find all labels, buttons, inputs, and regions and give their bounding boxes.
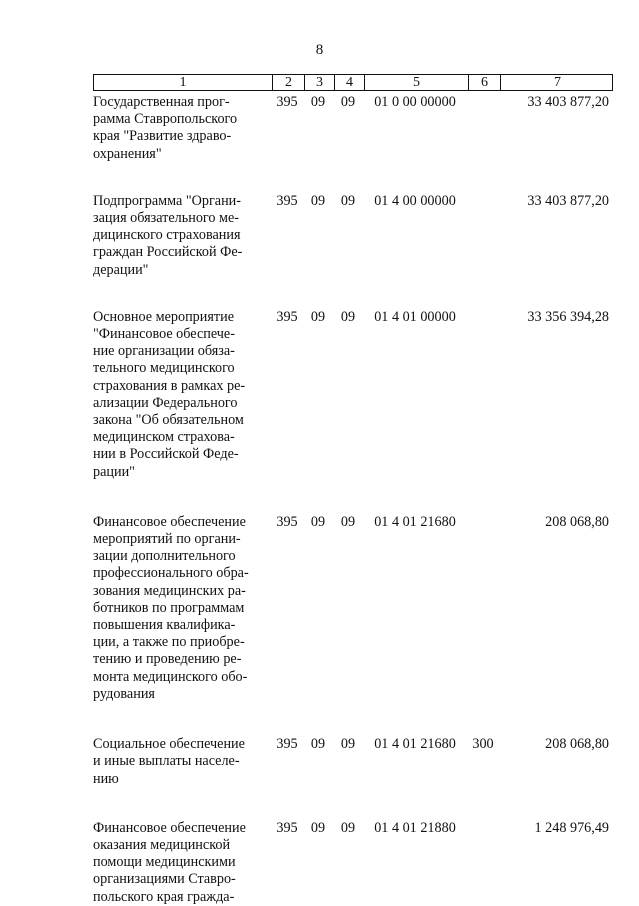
amount: 208 068,80 bbox=[545, 736, 609, 753]
item-name bbox=[93, 94, 271, 163]
item-name-line: оказания медицинской bbox=[93, 836, 231, 853]
item-name-line: нию bbox=[93, 770, 119, 787]
amount: 208 068,80 bbox=[545, 513, 609, 530]
item-name-line: организациями Ставро- bbox=[93, 871, 236, 888]
expense-type-code bbox=[467, 820, 499, 906]
column-header: 1 bbox=[179, 75, 187, 90]
item-name-line: "Финансовое обеспече- bbox=[93, 326, 235, 343]
subsection-code: 09 bbox=[340, 94, 356, 110]
item-name-line: Социальное обеспечение bbox=[93, 736, 245, 753]
section-code: 09 bbox=[310, 819, 326, 836]
subsection-code: 09 bbox=[340, 513, 356, 530]
ministry-code: 395 bbox=[276, 513, 298, 530]
amount: 33 403 877,20 bbox=[527, 94, 609, 110]
table-body bbox=[93, 94, 613, 906]
expense-type-code bbox=[467, 94, 499, 163]
item-name-line: помощи медицинскими bbox=[93, 854, 236, 871]
table-row bbox=[93, 820, 613, 906]
budget-table bbox=[93, 74, 613, 906]
item-name-line: зации дополнительного bbox=[93, 548, 236, 565]
table-header-row bbox=[93, 74, 613, 91]
item-name-line: медицинском страхова- bbox=[93, 429, 235, 446]
item-name bbox=[93, 514, 271, 703]
table-row bbox=[93, 94, 613, 163]
target-article-code: 01 4 01 21880 bbox=[374, 819, 456, 836]
target-article-code: 01 4 01 21680 bbox=[374, 736, 456, 753]
expense-type-code bbox=[467, 514, 499, 703]
ministry-code: 395 bbox=[276, 94, 298, 110]
section-code: 09 bbox=[310, 513, 326, 530]
item-name-line: мероприятий по органи- bbox=[93, 531, 241, 548]
expense-type-code bbox=[467, 193, 499, 279]
table-row bbox=[93, 309, 613, 481]
section-code: 09 bbox=[310, 736, 326, 753]
amount: 1 248 976,49 bbox=[534, 819, 609, 836]
item-name-line: Государственная прог- bbox=[93, 94, 230, 110]
section-code: 09 bbox=[310, 308, 326, 325]
item-name-line: ботников по программам bbox=[93, 599, 245, 616]
item-name-line: монта медицинского обо- bbox=[93, 668, 248, 685]
item-name-line: зования медицинских ра- bbox=[93, 582, 246, 599]
item-name bbox=[93, 309, 271, 481]
item-name-line: тению и проведению ре- bbox=[93, 651, 242, 668]
amount: 33 356 394,28 bbox=[527, 308, 609, 325]
item-name-line: дицинского страхования bbox=[93, 227, 241, 244]
item-name-line: польского края гражда- bbox=[93, 888, 235, 905]
column-header: 7 bbox=[500, 75, 614, 91]
target-article-code: 01 4 01 21680 bbox=[374, 513, 456, 530]
item-name-line: Финансовое обеспечение bbox=[93, 513, 246, 530]
item-name-line: нии в Российской Феде- bbox=[93, 446, 239, 463]
page-number: 8 bbox=[315, 42, 324, 58]
item-name-line: ние организации обяза- bbox=[93, 343, 235, 360]
item-name-line: и иные выплаты населе- bbox=[93, 753, 240, 770]
item-name-line: страхования в рамках ре- bbox=[93, 377, 246, 394]
expense-type-code bbox=[467, 309, 499, 481]
ministry-code: 395 bbox=[276, 819, 298, 836]
item-name-line: зация обязательного ме- bbox=[93, 210, 240, 227]
target-article-code: 01 4 00 00000 bbox=[374, 192, 456, 209]
column-header: 5 bbox=[364, 75, 468, 91]
target-article-code: 01 0 00 00000 bbox=[374, 94, 456, 110]
subsection-code: 09 bbox=[340, 819, 356, 836]
item-name-line: закона "Об обязательном bbox=[93, 412, 244, 429]
target-article-code: 01 4 01 00000 bbox=[374, 308, 456, 325]
expense-type-code: 300 bbox=[472, 736, 494, 753]
item-name-line: дерации" bbox=[93, 261, 149, 278]
ministry-code: 395 bbox=[276, 308, 298, 325]
item-name-line: Основное мероприятие bbox=[93, 308, 234, 325]
amount: 33 403 877,20 bbox=[527, 192, 609, 209]
item-name-line: Подпрограмма "Органи- bbox=[93, 192, 241, 209]
item-name-line: повышения квалифика- bbox=[93, 617, 236, 634]
item-name bbox=[93, 820, 271, 906]
item-name-line: рации" bbox=[93, 463, 135, 480]
item-name-line: тельного медицинского bbox=[93, 360, 235, 377]
item-name bbox=[93, 193, 271, 279]
item-name-line: граждан Российской Фе- bbox=[93, 244, 243, 261]
column-header: 3 bbox=[304, 75, 334, 91]
subsection-code: 09 bbox=[340, 736, 356, 753]
ministry-code: 395 bbox=[276, 736, 298, 753]
ministry-code: 395 bbox=[276, 192, 298, 209]
item-name bbox=[93, 736, 271, 788]
section-code: 09 bbox=[310, 94, 326, 110]
item-name-line: профессионального обра- bbox=[93, 565, 249, 582]
column-header: 4 bbox=[334, 75, 364, 91]
table-row bbox=[93, 193, 613, 279]
item-name-line: ции, а также по приобре- bbox=[93, 634, 245, 651]
item-name-line: рудования bbox=[93, 685, 155, 702]
item-name-line: края "Развитие здраво- bbox=[93, 128, 232, 145]
subsection-code: 09 bbox=[340, 192, 356, 209]
item-name-line: охранения" bbox=[93, 145, 162, 162]
subsection-code: 09 bbox=[340, 308, 356, 325]
column-header: 6 bbox=[468, 75, 500, 91]
item-name-line: рамма Ставропольского bbox=[93, 111, 238, 128]
table-row bbox=[93, 736, 613, 788]
item-name-line: ализации Федерального bbox=[93, 394, 238, 411]
table-row bbox=[93, 514, 613, 703]
item-name-line: Финансовое обеспечение bbox=[93, 819, 246, 836]
section-code: 09 bbox=[310, 192, 326, 209]
column-header: 2 bbox=[272, 75, 304, 91]
